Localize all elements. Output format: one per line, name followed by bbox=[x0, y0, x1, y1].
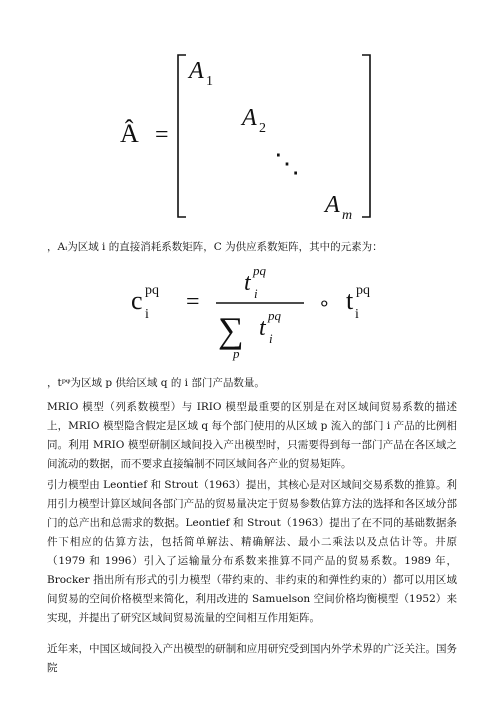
matrix-subscript-m: m bbox=[342, 208, 353, 223]
paragraph-mrio bbox=[47, 398, 457, 474]
paragraph-recent-research bbox=[47, 640, 457, 678]
right-bracket bbox=[362, 55, 370, 217]
paragraph-text: 引力模型由 Leontief 和 Strout（1963）提出，其核心是对区域间交易系数的推算。利用引力模型计算区域间各部门产品的贸易量决定于贸易参数估算方法的选择和各区域分部门的总产出和总需求的数据。Leontief 和 Strout（1963）提出了在不同的基础数据条件下相应的估算方法，包括简单解法、精确解法、最小二乘法以及点估计等。井原（1979 和 1996）引入了运输量分布系数来推算不同产品的贸易系数。1989 年，Brocker 指出所有形式的引力模型（带约束的、非约束的和弹性约束的）都可以用区域间贸易的空间价格模型来简化，利用改进的 Samuelson 空间价格均衡模型（1952）来实现，并提出了研究区域间贸易流量的空间相互作用矩阵。 bbox=[47, 479, 457, 624]
matrix-entry-m: A bbox=[325, 192, 340, 218]
eq2-num-base: t bbox=[244, 270, 251, 296]
eq2-den-base: t bbox=[259, 315, 266, 341]
eq2-num-sub: i bbox=[254, 286, 258, 301]
eq2-num-sup: pq bbox=[253, 263, 266, 278]
matrix-subscript-2: 2 bbox=[259, 121, 266, 136]
matrix-lhs: Â bbox=[120, 119, 139, 148]
matrix-entry-2: A bbox=[242, 105, 257, 131]
eq2-equals: = bbox=[186, 289, 200, 315]
paragraph-gravity-model bbox=[47, 476, 457, 628]
eq2-den-sup: pq bbox=[268, 308, 281, 323]
eq2-rhs-base: t bbox=[346, 286, 354, 315]
eq2-sum-symbol: ∑ bbox=[218, 310, 244, 350]
matrix-diagonal-dots: ⋱ bbox=[274, 149, 300, 178]
matrix-svg bbox=[0, 0, 500, 230]
eq2-lhs-sub: i bbox=[145, 307, 149, 322]
supply-coefficient-equation bbox=[0, 258, 500, 368]
eq2-mid-operator: ∘ bbox=[318, 293, 331, 315]
matrix-caption-line: ，Aᵢ为区域 i 的直接消耗系数矩阵，C 为供应系数矩阵，其中的元素为： bbox=[47, 241, 383, 253]
paragraph-text: 近年来，中国区域间投入产出模型的研制和应用研究受到国内外学术界的广泛关注。国务院 bbox=[47, 643, 457, 674]
equation2-caption-line: ，tᵖᵠ为区域 p 供给区域 q 的 i 部门产品数量。 bbox=[47, 377, 265, 389]
eq2-rhs-sub: i bbox=[355, 307, 359, 322]
eq2-sum-index: p bbox=[233, 346, 240, 361]
eq2-den-sub: i bbox=[269, 331, 273, 346]
eq2-lhs-sup: pq bbox=[145, 283, 159, 298]
equation2-svg bbox=[0, 258, 500, 368]
block-diagonal-matrix-equation bbox=[0, 0, 500, 230]
paragraph-text: MRIO 模型（列系数模型）与 IRIO 模型最重要的区别是在对区域间贸易系数的描述上，MRIO 模型隐含假定是区域 q 每个部门使用的从区域 p 流入的部门 i 产品的比例相同。利用 MRIO 模型研制区域间投入产出模型时，只需要得到每一部门产品在各区域之间流动的数据，而不要求直接编制不同区域间各产业的贸易矩阵。 bbox=[47, 401, 457, 470]
eq2-rhs-sup: pq bbox=[356, 283, 370, 298]
left-bracket bbox=[178, 55, 186, 217]
eq2-lhs-base: c bbox=[131, 286, 143, 315]
matrix-entry-1: A bbox=[189, 58, 204, 84]
matrix-subscript-1: 1 bbox=[206, 74, 213, 89]
matrix-equals: = bbox=[155, 122, 169, 148]
